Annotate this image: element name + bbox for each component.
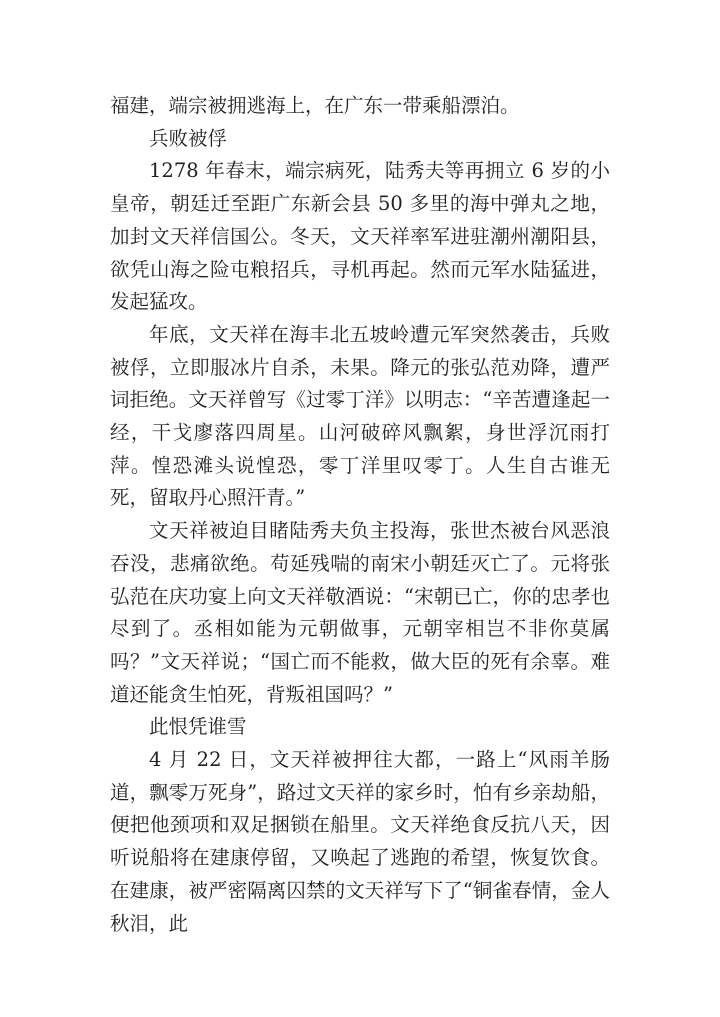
paragraph: 年底，文天祥在海丰北五坡岭遭元军突然袭击，兵败被俘，立即服冰片自杀，未果。降元的张弘范劝降，遭严词拒绝。文天祥曾写《过零丁洋》以明志：“辛苦遭逢起一经，干戈廖落四周星。山河破碎风飘絮，身世浮沉雨打萍。惶恐滩头说惶恐，零丁洋里叹零丁。人生自古谁无死，留取丹心照汗青。” [110, 322, 610, 510]
section-heading-defeat-capture: 兵败被俘 [149, 126, 228, 150]
paragraph-continuation: 福建，端宗被拥逃海上，在广东一带乘船漂泊。 [110, 94, 520, 117]
paragraph: 文天祥被迫目睹陆秀夫负主投海，张世杰被台风恶浪吞没，悲痛欲绝。苟延残喘的南宋小朝廷灭亡了。元将张弘范在庆功宴上向文天祥敬酒说：“宋朝已亡，你的忠孝也尽到了。丞相如能为元朝做事，元朝宰相岂不非你莫属吗？”文天祥说；“国亡而不能救，做大臣的死有余辜。难道还能贪生怕死，背叛祖国吗？” [110, 519, 610, 706]
paragraph: 4 月 22 日，文天祥被押往大都，一路上“风雨羊肠道，飘零万死身”，路过文天祥的家乡时，怕有乡亲劫船，便把他颈项和双足捆锁在船里。文天祥绝食反抗八天，因听说船将在建康停留，又唤起了逃跑的希望，恢复饮食。在建康，被严密隔离囚禁的文天祥写下了“铜雀春情，金人秋泪，此 [110, 748, 610, 935]
document-body [110, 90, 610, 940]
paragraph: 1278 年春末，端宗病死，陆秀夫等再拥立 6 岁的小皇帝，朝廷迁至距广东新会县 50 多里的海中弹丸之地，加封文天祥信国公。冬天，文天祥率军进驻潮州潮阳县，欲凭山海之险屯粮招兵，寻机再起。然而元军水陆猛进，发起猛攻。 [110, 159, 610, 314]
section-heading-hatred: 此恨凭谁雪 [149, 715, 247, 739]
